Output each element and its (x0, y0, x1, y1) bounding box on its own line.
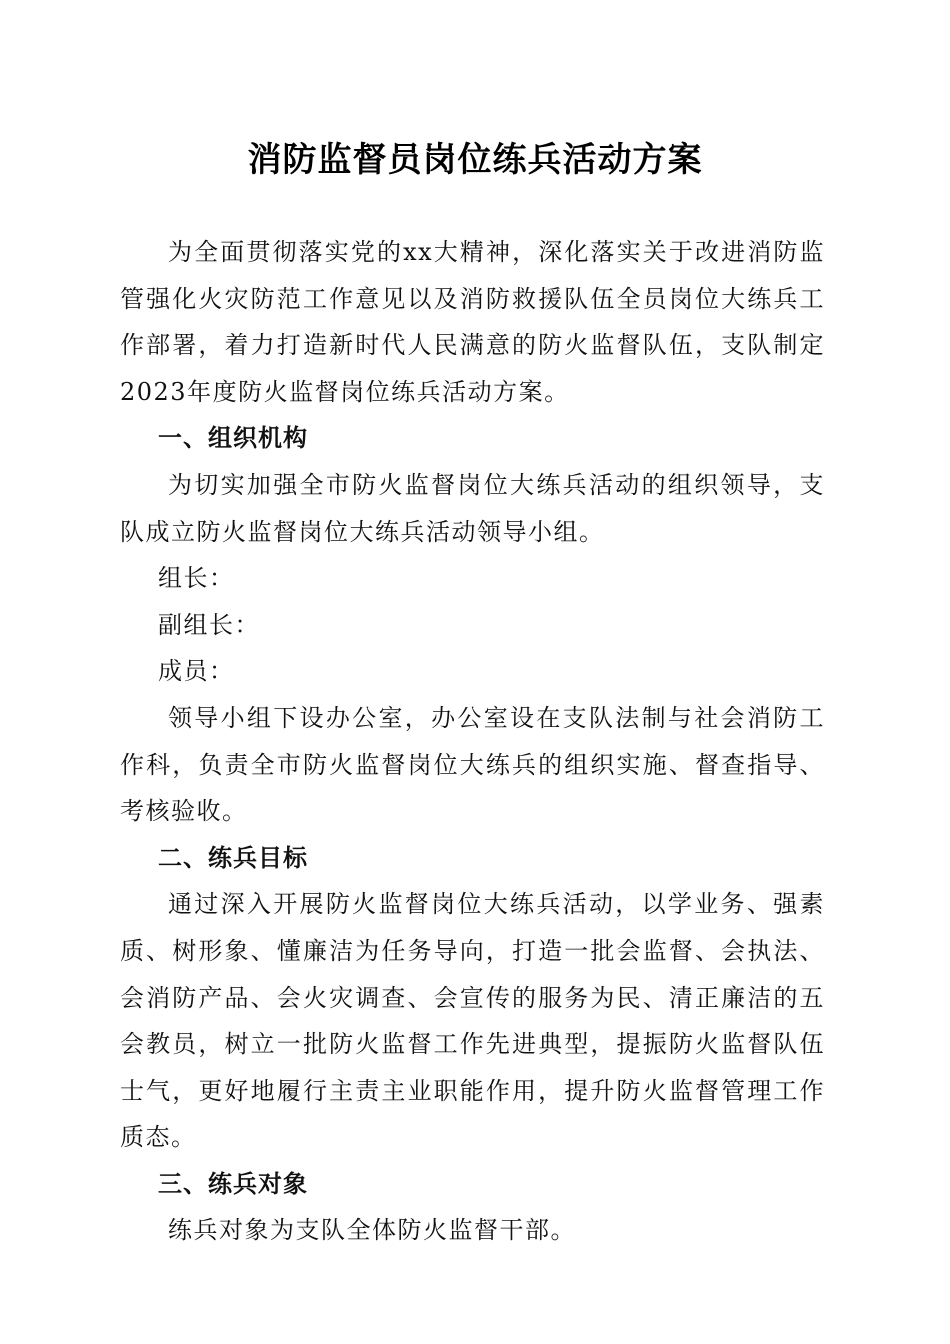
targets-paragraph: 练兵对象为支队全体防火监督干部。 (168, 1216, 576, 1245)
document-title: 消防监督员岗位练兵活动方案 (247, 140, 703, 180)
office-paragraph: 领导小组下设办公室，办公室设在支队法制与社会消防工作科，负责全市防火监督岗位大练兵的组织实施、督查指导、考核验收。 (120, 703, 825, 826)
leader-line: 组长： (158, 564, 235, 593)
goals-paragraph: 通过深入开展防火监督岗位大练兵活动，以学业务、强素质、树形象、懂廉洁为任务导向，打造一批会监督、会执法、会消防产品、会火灾调查、会宣传的服务为民、清正廉洁的五会教员，树立一批防火监督工作先进典型，提振防火监督队伍士气，更好地履行主责主业职能作用，提升防火监督管理工作质态。 (120, 890, 825, 1152)
deputy-leader-line: 副组长： (158, 610, 260, 639)
document-body (120, 229, 825, 1254)
section-heading-targets: 三、练兵对象 (158, 1169, 308, 1198)
members-line: 成员： (158, 657, 235, 686)
section-heading-goals: 二、练兵目标 (158, 843, 308, 872)
organization-paragraph: 为切实加强全市防火监督岗位大练兵活动的组织领导，支队成立防火监督岗位大练兵活动领导小组。 (120, 470, 825, 546)
intro-paragraph: 为全面贯彻落实党的xx大精神，深化落实关于改进消防监管强化火灾防范工作意见以及消防救援队伍全员岗位大练兵工作部署，着力打造新时代人民满意的防火监督队伍，支队制定2023年度防火监督岗位练兵活动方案。 (120, 238, 825, 406)
section-heading-organization: 一、组织机构 (158, 424, 308, 453)
